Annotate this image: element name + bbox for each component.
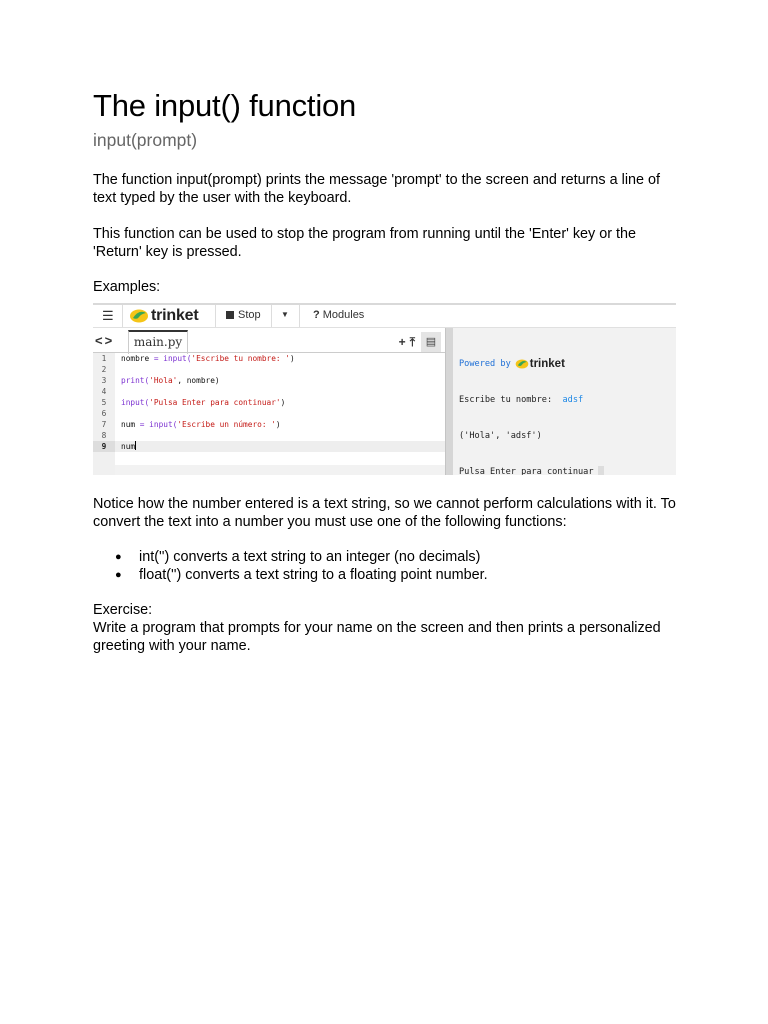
line-number: 3 — [93, 375, 115, 386]
code-area[interactable] — [93, 353, 445, 452]
text-cursor — [135, 441, 136, 450]
powered-by-label: Powered by — [459, 359, 511, 369]
exercise-label: Exercise: — [93, 602, 153, 618]
help-icon: ? — [313, 309, 320, 321]
code-line-active: 9 num — [93, 441, 445, 452]
list-item: ● float('') converts a text string to a floating point number. — [115, 567, 488, 583]
editor-tools — [395, 335, 415, 350]
output-line: Pulsa Enter para continuar — [459, 466, 604, 475]
notice-paragraph: Notice how the number entered is a text string, so we cannot perform calculations with it. To convert the text into a number you must use one of the following functions: — [93, 496, 676, 530]
powered-by-line[interactable] — [459, 358, 604, 370]
file-view-icon[interactable]: ▤ — [421, 332, 441, 352]
bullet-icon: ● — [115, 551, 122, 563]
output-line: Escribe tu nombre: adsf — [459, 395, 584, 405]
trinket-small-logo-icon — [515, 359, 529, 369]
output-line: ('Hola', 'adsf') — [459, 431, 542, 441]
toolbar-divider — [271, 305, 272, 327]
description-paragraph: The function input(prompt) prints the message 'prompt' to the screen and returns a line of text typed by the user with the keyboard. — [93, 172, 661, 206]
page-title: The input() function — [93, 88, 357, 123]
trinket-toolbar — [93, 305, 676, 328]
code-line — [93, 386, 445, 397]
line-number: 2 — [93, 364, 115, 375]
user-input-echo: adsf — [562, 395, 584, 405]
gutter-fill — [93, 452, 115, 475]
stop-label: Stop — [238, 309, 261, 321]
list-item: ● int('') converts a text string to an integer (no decimals) — [115, 549, 481, 565]
menu-icon[interactable]: ☰ — [102, 308, 114, 323]
modules-label: Modules — [322, 309, 365, 321]
line-number: 8 — [93, 430, 115, 441]
console-cursor — [598, 466, 604, 475]
run-options-dropdown-icon[interactable]: ▼ — [281, 310, 289, 319]
add-file-icon[interactable]: + — [398, 335, 406, 349]
toolbar-divider — [299, 305, 300, 327]
bullet-icon: ● — [115, 569, 122, 581]
trinket-small-logo: trinket — [515, 358, 565, 370]
trinket-embed — [93, 303, 676, 475]
page-subtitle: input(prompt) — [93, 130, 198, 150]
stop-button[interactable] — [226, 309, 261, 321]
exercise-text: Write a program that prompts for your name on the screen and then prints a personalized greeting with your name. — [93, 620, 661, 654]
line-number: 6 — [93, 408, 115, 419]
horizontal-scrollbar[interactable] — [115, 465, 445, 475]
code-line — [93, 408, 445, 419]
pane-resize-handle[interactable] — [445, 328, 453, 475]
code-line — [93, 430, 445, 441]
code-line: 1 nombre = input('Escribe tu nombre: ') — [93, 353, 445, 364]
trinket-logo[interactable] — [129, 306, 199, 326]
document-content — [93, 88, 677, 655]
code-line: 5 input('Pulsa Enter para continuar') — [93, 397, 445, 408]
code-line: 7 num = input('Escribe un número: ') — [93, 419, 445, 430]
code-line — [93, 364, 445, 375]
file-nav-arrows[interactable]: <> — [95, 333, 115, 348]
upload-icon[interactable]: ⤒ — [409, 335, 415, 349]
trinket-brand-text: trinket — [151, 307, 199, 324]
line-number: 1 — [93, 353, 115, 364]
file-tab-main-py[interactable]: main.py — [128, 330, 188, 354]
console-output[interactable] — [459, 334, 604, 475]
code-line: 3 print('Hola', nombre) — [93, 375, 445, 386]
functions-list — [93, 548, 677, 584]
trinket-logo-icon — [129, 309, 149, 323]
line-number: 7 — [93, 419, 115, 430]
modules-button[interactable] — [313, 309, 364, 321]
toolbar-divider — [122, 305, 123, 327]
line-number: 4 — [93, 386, 115, 397]
code-editor — [93, 328, 445, 475]
toolbar-divider — [215, 305, 216, 327]
usage-paragraph: This function can be used to stop the program from running until the 'Enter' key or the 'Return' key is pressed. — [93, 226, 637, 260]
examples-label: Examples: — [93, 279, 161, 295]
line-number: 9 — [93, 441, 115, 452]
line-number: 5 — [93, 397, 115, 408]
stop-icon — [226, 311, 234, 319]
